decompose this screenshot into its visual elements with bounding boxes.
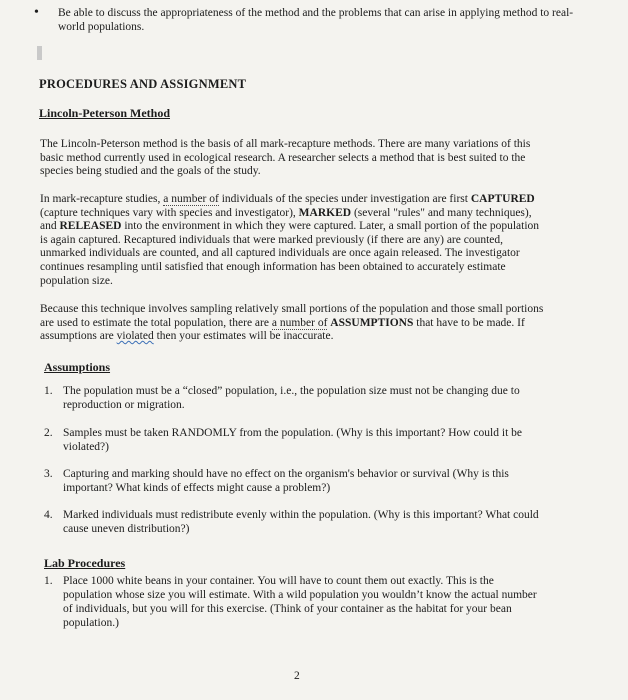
para2-text: into the environment in which they were captured. Later, a small portion of the population is again captured. Recaptured individuals that were marked previously (if there are any) are counted, unmarked individuals are counted, and all captured individuals are once again released. The investigator continues resampling until satisfied that enough information has been obtained to accurately estimate population size.: [40, 220, 540, 287]
margin-marker: [37, 46, 42, 60]
marked-term: MARKED: [298, 206, 352, 219]
para3-text: Because this technique involves sampling relatively small portions of the population and those small portions are used to estimate the total population, there are: [40, 303, 544, 329]
list-item: [44, 508, 544, 536]
list-number: 2.: [44, 427, 53, 439]
para2-underlined-phrase: a number of: [163, 193, 219, 205]
objective-bullet: [34, 6, 574, 34]
section-title: PROCEDURES AND ASSIGNMENT: [39, 77, 247, 91]
assumptions-term: ASSUMPTIONS: [330, 316, 414, 329]
list-item-text: The population must be a “closed” population, i.e., the population size must not be changing due to reproduction or migration.: [63, 385, 520, 411]
assumptions-heading: Assumptions: [44, 360, 111, 374]
assumptions-list: [44, 384, 544, 536]
list-item-text: Place 1000 white beans in your container. You will have to count them out exactly. This is the population whose size you will estimate. With a wild population you wouldn’t know the actual number of individuals, but you will for this exercise. (Think of your container as the habitat for your bean population.): [63, 575, 537, 629]
captured-term: CAPTURED: [470, 193, 535, 205]
objective-text: Be able to discuss the appropriateness of the method and the problems that can arise in applying method to real-world populations.: [58, 7, 574, 33]
para3-underlined-phrase: a number of: [271, 316, 328, 329]
list-number: 1.: [44, 575, 53, 587]
mark-recapture-paragraph: [40, 193, 544, 288]
intro-paragraph: The Lincoln-Peterson method is the basis of all mark-recapture methods. There are many variations of this basic method currently used in ecological research. A researcher selects a method that is best suited to the species being studied and the goals of the study.: [40, 138, 531, 178]
para3-text: that have to be made. If assumptions are: [40, 316, 525, 343]
list-item: [44, 384, 544, 412]
para2-text: (capture techniques vary with species and investigator),: [40, 206, 299, 219]
list-number: 3.: [44, 468, 53, 480]
method-heading: Lincoln-Peterson Method: [39, 106, 170, 120]
para2-text: individuals of the species under investigation are first: [218, 193, 471, 205]
list-item-text: Samples must be taken RANDOMLY from the population. (Why is this important? How could it be violated?): [63, 427, 522, 453]
para2-text: (several "rules" and many techniques), and: [40, 206, 532, 233]
list-item: [44, 426, 544, 454]
list-number: 4.: [44, 509, 53, 521]
para3-text: then your estimates will be inaccurate.: [153, 330, 334, 343]
assumptions-intro-paragraph: [40, 303, 544, 344]
list-item-text: Capturing and marking should have no effect on the organism's behavior or survival (Why is this important? What kinds of effects might cause a problem?): [63, 468, 509, 494]
para2-text: In mark-recapture studies,: [40, 193, 164, 205]
lab-steps-list: [44, 574, 544, 630]
page-number: 2: [294, 670, 300, 682]
lab-procedures-heading: Lab Procedures: [44, 556, 126, 570]
list-item: [44, 467, 544, 495]
bullet-icon: •: [34, 5, 39, 20]
released-term: RELEASED: [59, 220, 122, 233]
violated-word: violated: [116, 330, 154, 343]
list-item: [44, 574, 544, 630]
list-item-text: Marked individuals must redistribute evenly within the population. (Why is this important? What could cause uneven distribution?): [63, 509, 539, 535]
list-number: 1.: [44, 385, 53, 397]
